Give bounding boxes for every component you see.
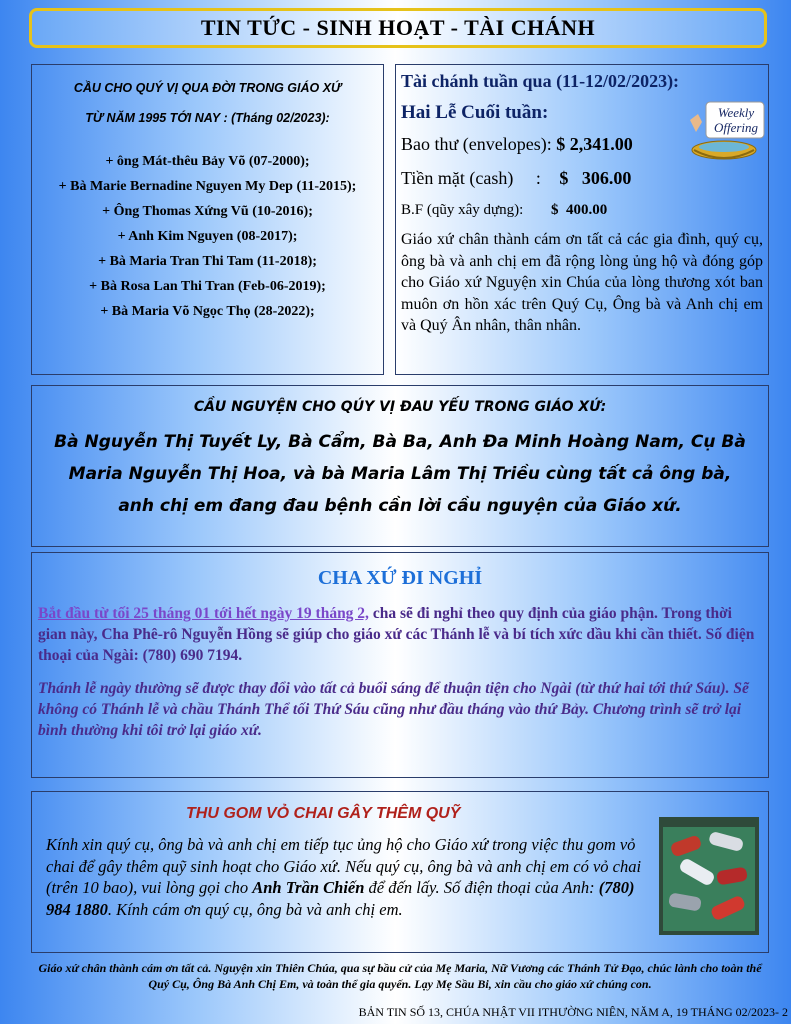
offering-basket-icon [686,100,766,164]
list-item: + Bà Rosa Lan Thi Tran (Feb-06-2019); [89,279,326,294]
vacation-dates: Bắt đầu từ tối 25 tháng 01 tới hết ngày 19 tháng 2, [38,605,369,622]
vacation-title: CHA XỨ ĐI NGHỈ [317,567,483,589]
vacation-panel [31,552,769,778]
bf-row [401,195,763,225]
list-item: + Anh Kim Nguyen (08-2017); [117,229,298,244]
deceased-title-2: TỪ NĂM 1995 TỚI NAY : (Tháng 02/2023): [85,111,330,125]
sick-body: Bà Nguyễn Thị Tuyết Ly, Bà Cẩm, Bà Ba, Anh Đa Minh Hoàng Nam, Cụ Bà Maria Nguyễn Thị Hoa, và bà Maria Lâm Thị Triều cùng tất cả ông bà, anh chị em đang đau bệnh cần lời cầu nguyện của Giáo xứ. [54,432,746,516]
list-item: + Bà Maria Tran Thi Tam (11-2018); [98,254,317,269]
offering-text-1: Weekly [717,105,755,120]
vacation-paragraph-2: Thánh lễ ngày thường sẽ được thay đổi vào tất cả buổi sáng để thuận tiện cho Ngài (từ thứ hai tới thứ Sáu). Sẽ không có Thánh lễ và chầu Thánh Thể tối Thứ Sáu cũng như đầu tháng vào thứ Bảy. Chương trình sẽ trở lại bình thường khi tôi trở lại giáo xứ. [38,680,749,739]
footer-blessing: Giáo xứ chân thành cám ơn tất cả. Nguyện xin Thiên Chúa, qua sự bầu cử của Mẹ Maria, Nữ Vương các Thánh Tử Đạo, chúc lành cho toàn thể Quý Cụ, Ông Bà Anh Chị Em, và toàn thể gia quyến. Lạy Mẹ Sầu Bi, xin cầu cho giáo xứ chúng con. [38,961,762,991]
deceased-title-1: CẦU CHO QUÝ VỊ QUA ĐỜI TRONG GIÁO XỨ [73,81,342,95]
list-item: + Ông Thomas Xứng Vũ (10-2016); [102,204,313,219]
finance-title: Tài chánh tuần qua (11-12/02/2023): [401,71,680,91]
bottle-body [46,834,651,920]
finance-thanks: Giáo xứ chân thành cám ơn tất cả các gia đình, quý cụ, ông bà và anh chị em đã rộng lòng ủng hộ và đóng góp cho Giáo xứ Nguyện xin Chúa của lòng thương xót ban muôn ơn hồn xác trên Quý Cụ, Ông bà và Anh chị em và Quý Ân nhân, thân nhân. [401,231,763,334]
bottle-phone: (780) 984 1880 [46,878,635,919]
bf-label: B.F (qũy xây dựng): [401,202,524,218]
bottle-title: THU GOM VỎ CHAI GÂY THÊM QUỸ [186,805,461,822]
bf-amount: $ 400.00 [551,202,608,218]
header-banner [29,8,767,48]
envelopes-amount: $ 2,341.00 [556,134,633,154]
cash-amount: $ 306.00 [559,168,632,188]
bottle-text-a: Kính xin quý cụ, ông bà và anh chị em tiếp tục ủng hộ cho Giáo xứ trong việc thu gom vỏ chai để gây thêm quỹ sinh hoạt cho Giáo xứ. Nếu quý cụ, ông bà và anh chị em có vỏ chai (trên 10 bao), vui lòng gọi cho [46,835,642,897]
bottle-text-b: để đến lấy. Số điện thoại của Anh: [364,878,599,897]
vacation-p1-text: cha sẽ đi nghỉ theo quy định của giáo phận. Trong thời gian này, Cha Phê-rô Nguyễn Hồng sẽ giúp cho giáo xứ các Thánh lễ và bí tích xức dầu khi cần thiết. Số điện thoại của Ngài: (780) 690 7194. [38,605,755,664]
list-item: + Bà Marie Bernadine Nguyen My Dep (11-2015); [58,179,357,194]
vacation-paragraph-1 [38,603,762,666]
deceased-panel [31,64,384,375]
deceased-list [32,149,383,324]
envelopes-label: Bao thư (envelopes): [401,134,552,154]
bottle-contact-name: Anh Trần Chiến [252,878,365,897]
bottle-bin-icon [659,817,759,935]
cash-label: Tiền mặt (cash) : [401,168,541,188]
list-item: + Bà Maria Võ Ngọc Thọ (28-2022); [100,304,315,319]
offering-text-2: Offering [713,120,759,135]
finance-subtitle: Hai Lễ Cuối tuần: [401,102,549,123]
cash-row [401,161,763,195]
bottle-text-c: . Kính cám ơn quý cụ, ông bà và anh chị em. [107,899,403,919]
page-title: TIN TỨC - SINH HOẠT - TÀI CHÁNH [200,15,596,40]
sick-panel [31,385,769,547]
bulletin-info: BẢN TIN SỐ 13, CHÚA NHẬT VII ITHƯỜNG NIÊN, NĂM A, 19 THÁNG 02/2023- 2 [358,1005,788,1019]
list-item: + ông Mát-thêu Bảy Võ (07-2000); [105,154,310,169]
sick-title: CẦU NGUYỆN CHO QÚY VỊ ĐAU YẾU TRONG GIÁO XỨ: [193,399,607,415]
